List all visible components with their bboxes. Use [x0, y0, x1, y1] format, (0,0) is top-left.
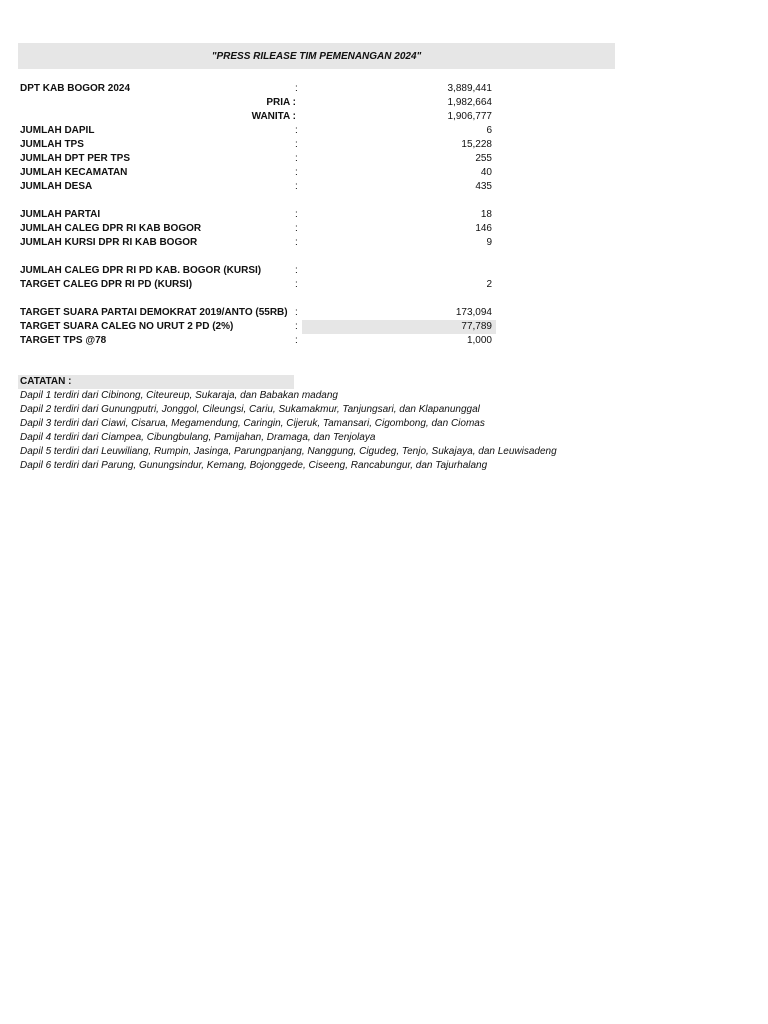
- row-kursi-dpr-value: 9: [486, 237, 492, 248]
- row-tps-colon: :: [295, 139, 298, 150]
- row-target-caleg: [0, 320, 768, 334]
- row-dapil-colon: :: [295, 125, 298, 136]
- document-title: [18, 43, 615, 69]
- row-caleg-dpr-value: 146: [475, 223, 492, 234]
- row-desa-label: JUMLAH DESA: [20, 181, 93, 192]
- row-pria-value: 1,982,664: [447, 97, 492, 108]
- row-kecamatan-value: 40: [480, 167, 492, 178]
- row-desa-value: 435: [475, 181, 492, 192]
- note-item-dapil-3: Dapil 3 terdiri dari Ciawi, Cisarua, Megamendung, Caringin, Cijeruk, Tamansari, Cigombong, dan Ciomas: [20, 418, 485, 429]
- notes-title: CATATAN :: [20, 376, 72, 387]
- row-desa-colon: :: [295, 181, 298, 192]
- row-tps-value: 15,228: [461, 139, 492, 150]
- row-caleg-dpr: [0, 222, 768, 236]
- note-item-dapil-4: Dapil 4 terdiri dari Ciampea, Cibungbulang, Pamijahan, Dramaga, dan Tenjolaya: [20, 432, 376, 443]
- row-caleg-pd-colon: :: [295, 265, 298, 276]
- row-wanita: [0, 110, 768, 124]
- row-dpt: [0, 82, 768, 96]
- row-target-caleg-pd-label: TARGET CALEG DPR RI PD (KURSI): [20, 279, 193, 290]
- row-target-partai-value: 173,094: [455, 307, 492, 318]
- row-target-caleg-pd-value: 2: [486, 279, 492, 290]
- row-kecamatan: [0, 166, 768, 180]
- note-item-dapil-5: Dapil 5 terdiri dari Leuwiliang, Rumpin, Jasinga, Parungpanjang, Nanggung, Cigudeg, Tenjo, Sukajaya, dan Leuwisadeng: [20, 446, 557, 457]
- row-target-caleg-label: TARGET SUARA CALEG NO URUT 2 PD (2%): [20, 321, 234, 332]
- row-tps-label: JUMLAH TPS: [20, 139, 84, 150]
- row-dpt-value: 3,889,441: [447, 83, 492, 94]
- row-pria-label: PRIA :: [266, 97, 296, 108]
- row-caleg-pd: [0, 264, 768, 278]
- row-target-caleg-pd-colon: :: [295, 279, 298, 290]
- notes-list: [20, 389, 557, 473]
- row-caleg-dpr-label: JUMLAH CALEG DPR RI KAB BOGOR: [20, 223, 202, 234]
- note-item-dapil-6: Dapil 6 terdiri dari Parung, Gunungsindur, Kemang, Bojonggede, Ciseeng, Rancabungur, dan Tajurhalang: [20, 460, 488, 471]
- row-wanita-label: WANITA :: [251, 111, 296, 122]
- row-wanita-value: 1,906,777: [447, 111, 492, 122]
- row-dpt-per-tps: [0, 152, 768, 166]
- row-kursi-dpr-label: JUMLAH KURSI DPR RI KAB BOGOR: [20, 237, 198, 248]
- row-target-caleg-value: 77,789: [461, 321, 492, 332]
- row-partai-value: 18: [480, 209, 492, 220]
- row-target-tps-colon: :: [295, 335, 298, 346]
- document-title-text: "PRESS RILEASE TIM PEMENANGAN 2024": [211, 50, 422, 62]
- row-dpt-per-tps-value: 255: [475, 153, 492, 164]
- row-kecamatan-label: JUMLAH KECAMATAN: [20, 167, 128, 178]
- row-dpt-label: DPT KAB BOGOR 2024: [20, 83, 131, 94]
- row-dapil: [0, 124, 768, 138]
- row-dpt-per-tps-label: JUMLAH DPT PER TPS: [20, 153, 131, 164]
- row-target-tps-value: 1,000: [466, 335, 492, 346]
- row-caleg-pd-label: JUMLAH CALEG DPR RI PD KAB. BOGOR (KURSI): [20, 265, 262, 276]
- row-partai-label: JUMLAH PARTAI: [20, 209, 101, 220]
- row-tps: [0, 138, 768, 152]
- row-dpt-per-tps-colon: :: [295, 153, 298, 164]
- row-caleg-dpr-colon: :: [295, 223, 298, 234]
- row-kecamatan-colon: :: [295, 167, 298, 178]
- row-target-caleg-pd: [0, 278, 768, 292]
- note-item-dapil-1: Dapil 1 terdiri dari Cibinong, Citeureup, Sukaraja, dan Babakan madang: [20, 390, 338, 401]
- row-target-partai-label: TARGET SUARA PARTAI DEMOKRAT 2019/ANTO (55RB): [20, 307, 288, 318]
- row-target-partai-colon: :: [295, 307, 298, 318]
- row-target-tps-label: TARGET TPS @78: [20, 335, 107, 346]
- row-partai-colon: :: [295, 209, 298, 220]
- row-dapil-label: JUMLAH DAPIL: [20, 125, 95, 136]
- row-kursi-dpr-colon: :: [295, 237, 298, 248]
- row-kursi-dpr: [0, 236, 768, 250]
- row-partai: [0, 208, 768, 222]
- row-target-partai: [0, 306, 768, 320]
- row-desa: [0, 180, 768, 194]
- row-pria: [0, 96, 768, 110]
- row-target-tps: [0, 334, 768, 348]
- row-target-caleg-colon: :: [295, 321, 298, 332]
- row-dpt-colon: :: [295, 83, 298, 94]
- row-dapil-value: 6: [486, 125, 492, 136]
- note-item-dapil-2: Dapil 2 terdiri dari Gunungputri, Jonggol, Cileungsi, Cariu, Sukamakmur, Tanjungsari, dan Klapanunggal: [20, 404, 480, 415]
